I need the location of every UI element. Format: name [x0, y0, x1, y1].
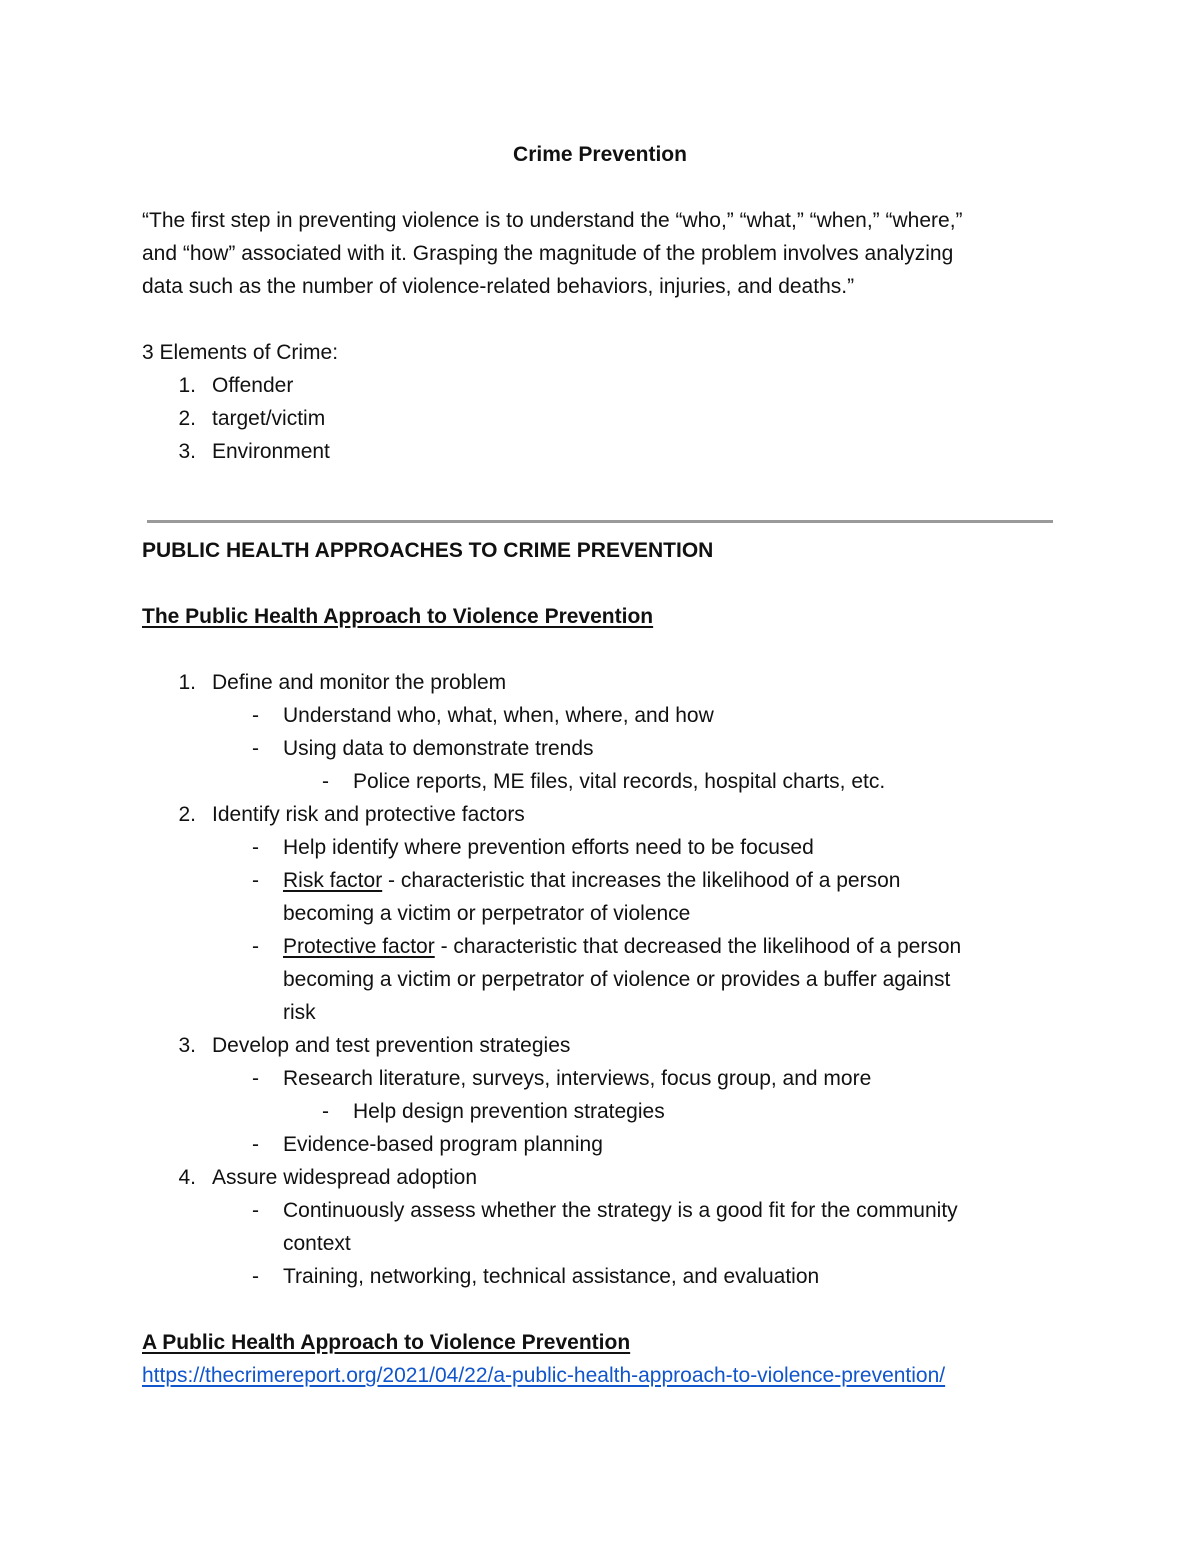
list-text: Environment — [212, 440, 330, 463]
article-link[interactable]: https://thecrimereport.org/2021/04/22/a-public-health-approach-to-violence-prevention/ — [142, 1364, 946, 1387]
step-text: Assure widespread adoption — [212, 1166, 478, 1189]
bullet-text: Help identify where prevention efforts need to be focused — [283, 836, 814, 859]
page-title: Crime Prevention — [513, 143, 687, 166]
sub-bullet-text: Help design prevention strategies — [353, 1100, 665, 1123]
list-number: 1. — [178, 374, 196, 397]
step-text: Define and monitor the problem — [212, 671, 507, 694]
risk-factor-definition: - characteristic that increases the likelihood of a person — [382, 869, 901, 892]
bullet-continuation: risk — [283, 1001, 316, 1024]
step-text: Identify risk and protective factors — [212, 803, 525, 826]
step-number: 2. — [178, 803, 196, 826]
list-number: 2. — [178, 407, 196, 430]
step-number: 3. — [178, 1034, 196, 1057]
dash-marker: - — [252, 1265, 259, 1288]
quote-line: “The first step in preventing violence is to understand the “who,” “what,” “when,” “where,” — [142, 209, 963, 232]
elements-heading: 3 Elements of Crime: — [142, 341, 339, 364]
list-number: 3. — [178, 440, 196, 463]
dash-marker: - — [252, 869, 259, 892]
bullet-continuation: becoming a victim or perpetrator of violence — [283, 902, 691, 925]
bullet-text: Using data to demonstrate trends — [283, 737, 594, 760]
bullet-text: Training, networking, technical assistance, and evaluation — [283, 1265, 820, 1288]
dash-marker: - — [252, 935, 259, 958]
subheading: The Public Health Approach to Violence Prevention — [142, 605, 654, 628]
horizontal-divider — [147, 520, 1053, 523]
dash-marker: - — [252, 704, 259, 727]
dash-marker: - — [252, 737, 259, 760]
bullet-text — [283, 868, 900, 894]
dash-marker: - — [252, 1067, 259, 1090]
dash-marker: - — [252, 836, 259, 859]
step-text: Develop and test prevention strategies — [212, 1034, 571, 1057]
protective-factor-term: Protective factor — [283, 935, 435, 958]
bullet-text: Continuously assess whether the strategy is a good fit for the community — [283, 1199, 958, 1222]
list-text: Offender — [212, 374, 294, 397]
bullet-text: Understand who, what, when, where, and how — [283, 704, 714, 727]
sub-bullet-text: Police reports, ME files, vital records, hospital charts, etc. — [353, 770, 886, 793]
quote-line: and “how” associated with it. Grasping the magnitude of the problem involves analyzing — [142, 242, 954, 265]
article-title: A Public Health Approach to Violence Prevention — [142, 1331, 631, 1354]
dash-marker: - — [322, 1100, 329, 1123]
bullet-continuation: context — [283, 1232, 351, 1255]
step-number: 1. — [178, 671, 196, 694]
protective-factor-definition: - characteristic that decreased the likelihood of a person — [434, 935, 962, 958]
dash-marker: - — [252, 1199, 259, 1222]
dash-marker: - — [252, 1133, 259, 1156]
bullet-text — [283, 934, 961, 960]
risk-factor-term: Risk factor — [283, 869, 383, 892]
dash-marker: - — [322, 770, 329, 793]
quote-line: data such as the number of violence-related behaviors, injuries, and deaths.” — [142, 275, 855, 298]
bullet-continuation: becoming a victim or perpetrator of violence or provides a buffer against — [283, 968, 951, 991]
list-text: target/victim — [212, 407, 326, 430]
step-number: 4. — [178, 1166, 196, 1189]
section-heading: PUBLIC HEALTH APPROACHES TO CRIME PREVENTION — [142, 539, 714, 562]
bullet-text: Evidence-based program planning — [283, 1133, 603, 1156]
bullet-text: Research literature, surveys, interviews, focus group, and more — [283, 1067, 872, 1090]
